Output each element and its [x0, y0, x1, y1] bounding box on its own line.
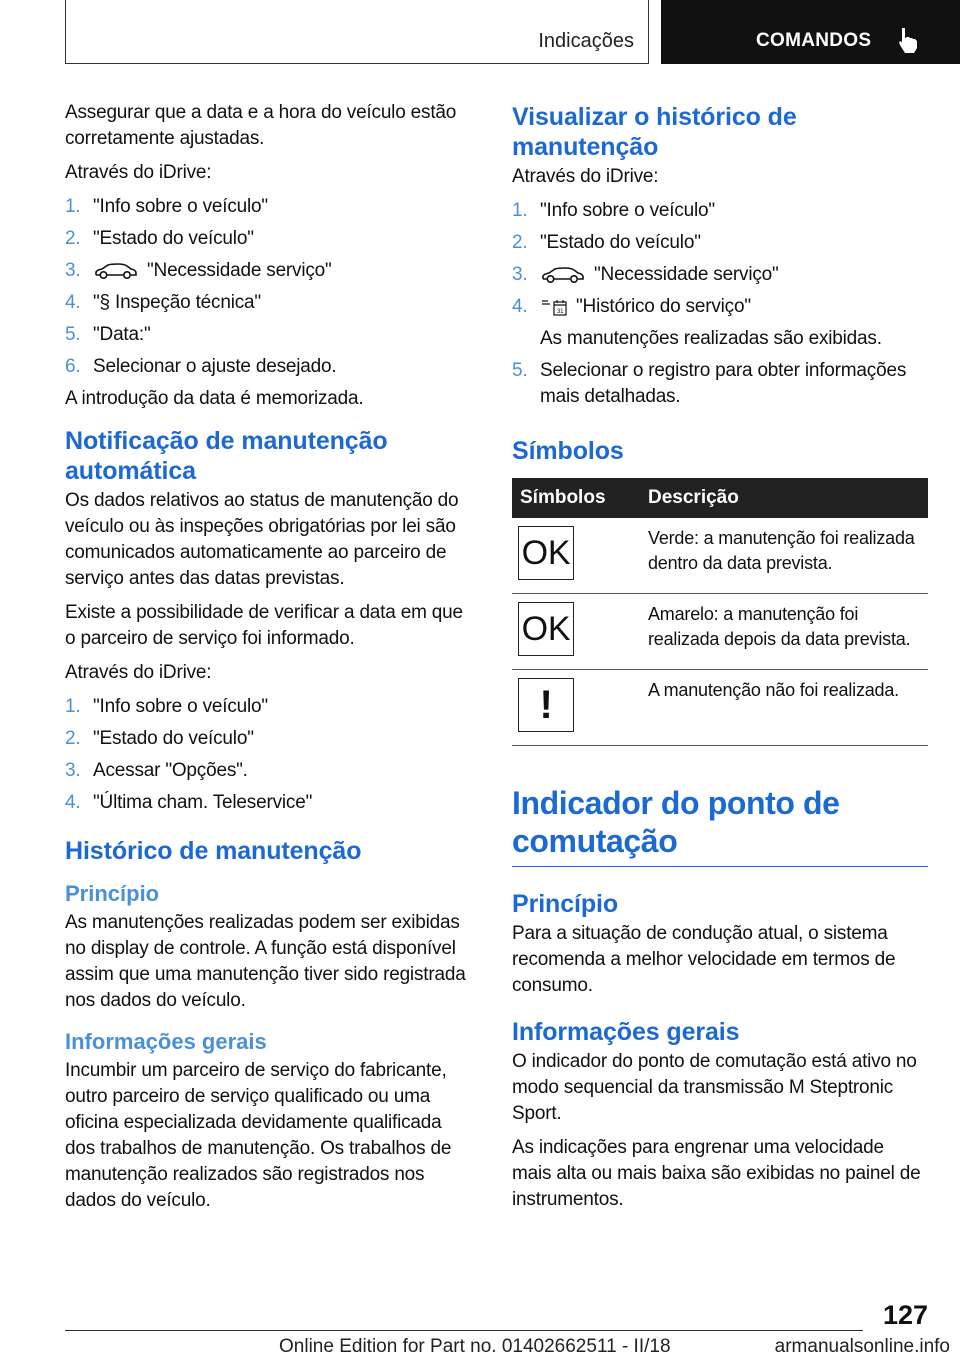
right-column — [512, 100, 928, 1221]
step-text: Acessar "Opções". — [93, 760, 248, 781]
list-item — [65, 758, 475, 784]
paragraph: Através do iDrive: — [65, 662, 212, 683]
step-text: "Estado do veículo" — [540, 232, 701, 253]
description-cell: A manutenção não foi realizada. — [640, 670, 928, 746]
paragraph: Para a situação de condução atual, o sistema recomenda a melhor velocidade em termos de consumo. — [512, 923, 896, 996]
hand-pointer-icon — [897, 26, 919, 54]
paragraph: A introdução da data é memorizada. — [65, 388, 364, 409]
description-cell: Amarelo: a manutenção foi realizada depois da data prevista. — [640, 594, 928, 670]
ok-yellow-icon: OK — [518, 602, 574, 656]
list-item — [512, 198, 928, 224]
step-number: 4. — [512, 296, 528, 317]
list-item — [512, 262, 928, 288]
symbol-cell — [512, 518, 640, 594]
step-text: Selecionar o ajuste desejado. — [93, 356, 337, 377]
step-text: "Última cham. Teleservice" — [93, 792, 313, 813]
step-text: Selecionar o registro para obter informações mais detalhadas. — [540, 360, 907, 407]
step-number: 4. — [65, 292, 81, 313]
header-section-label: Indicações — [538, 30, 634, 52]
list-item — [65, 790, 475, 816]
step-list — [65, 194, 475, 380]
subsection-heading: Princípio — [65, 881, 160, 906]
edition-text: Online Edition for Part no. 01402662511 - II/18 — [279, 1336, 671, 1357]
chapter-heading: Indicador do ponto de comutação — [512, 784, 928, 867]
list-item — [65, 322, 475, 348]
step-text: "Necessidade serviço" — [147, 260, 332, 281]
section-heading: Símbolos — [512, 437, 624, 465]
section-heading: Princípio — [512, 890, 619, 918]
description-cell: Verde: a manutenção foi realizada dentro da data prevista. — [640, 518, 928, 594]
step-number: 1. — [65, 196, 81, 217]
step-number: 2. — [65, 228, 81, 249]
step-number: 3. — [512, 264, 528, 285]
paragraph: As indicações para engrenar uma velocidade mais alta ou mais baixa são exibidas no painel de instrumentos. — [512, 1137, 921, 1210]
exclamation-icon: ! — [518, 678, 574, 732]
step-text: "Estado do veículo" — [93, 228, 254, 249]
header-section-tab — [65, 0, 649, 64]
symbol-cell — [512, 594, 640, 670]
step-text: "Necessidade serviço" — [594, 264, 779, 285]
step-text: "Data:" — [93, 324, 151, 345]
step-number: 3. — [65, 260, 81, 281]
svg-text:31: 31 — [557, 308, 564, 315]
list-item — [65, 290, 475, 316]
step-number: 6. — [65, 356, 81, 377]
list-item — [65, 226, 475, 252]
symbols-table — [512, 478, 928, 746]
table-header-description: Descrição — [640, 478, 928, 518]
paragraph: O indicador do ponto de comutação está ativo no modo sequencial da transmissão M Steptronic Sport. — [512, 1051, 917, 1124]
step-list — [65, 694, 475, 816]
section-heading: Histórico de manutenção — [65, 837, 362, 865]
ok-green-icon: OK — [518, 526, 574, 580]
step-list — [512, 198, 928, 410]
step-number: 5. — [65, 324, 81, 345]
list-item — [65, 726, 475, 752]
step-number: 5. — [512, 360, 528, 381]
footer-divider — [65, 1330, 863, 1331]
step-number: 2. — [65, 728, 81, 749]
list-item — [65, 694, 475, 720]
paragraph: Incumbir um parceiro de serviço do fabricante, outro parceiro de serviço qualificado ou uma oficina especializada devidamente qualificada dos trabalhos de manutenção. Os trabalhos de manutenção realizados são registrados nos dados do veículo. — [65, 1060, 452, 1211]
step-text: "Info sobre o veículo" — [93, 696, 268, 717]
step-number: 1. — [65, 696, 81, 717]
step-number: 3. — [65, 760, 81, 781]
header-chapter-tab — [661, 0, 960, 64]
section-heading: Notificação de manutenção automática — [65, 427, 388, 485]
table-header-symbols: Símbolos — [512, 478, 640, 518]
page-number: 127 — [882, 1300, 928, 1330]
list-item — [512, 358, 928, 410]
step-text: "Estado do veículo" — [93, 728, 254, 749]
list-item — [512, 230, 928, 256]
list-item — [65, 194, 475, 220]
table-row — [512, 518, 928, 594]
watermark: armanualsonline.info — [774, 1336, 950, 1357]
table-row — [512, 594, 928, 670]
table-row — [512, 670, 928, 746]
section-heading: Visualizar o histórico de manutenção — [512, 103, 797, 161]
symbol-cell — [512, 670, 640, 746]
list-item — [65, 258, 475, 284]
subsection-heading: Informações gerais — [65, 1029, 267, 1054]
table-header-row — [512, 478, 928, 518]
step-text: "§ Inspeção técnica" — [93, 292, 261, 313]
step-subtext: As manutenções realizadas são exibidas. — [540, 328, 882, 349]
paragraph: Os dados relativos ao status de manutenção do veículo ou às inspeções obrigatórias por lei são comunicados automaticamente ao parceiro de serviço antes das datas previstas. — [65, 490, 459, 589]
step-text: "Histórico do serviço" — [576, 296, 751, 317]
list-item — [512, 294, 928, 352]
step-number: 1. — [512, 200, 528, 221]
paragraph: Existe a possibilidade de verificar a data em que o parceiro de serviço foi informado. — [65, 602, 463, 649]
step-number: 4. — [65, 792, 81, 813]
left-column — [65, 100, 475, 1222]
list-item — [65, 354, 475, 380]
car-service-icon — [540, 266, 586, 284]
header-chapter-label: COMANDOS — [756, 30, 872, 51]
paragraph: Através do iDrive: — [512, 166, 659, 187]
section-heading: Informações gerais — [512, 1018, 740, 1046]
step-text: "Info sobre o veículo" — [540, 200, 715, 221]
paragraph: Assegurar que a data e a hora do veículo estão corretamente ajustadas. — [65, 102, 457, 149]
paragraph: As manutenções realizadas podem ser exibidas no display de controle. A função está disponível assim que uma manutenção tiver sido registrada nos dados do veículo. — [65, 912, 466, 1011]
car-service-icon — [93, 262, 139, 280]
step-text: "Info sobre o veículo" — [93, 196, 268, 217]
step-number: 2. — [512, 232, 528, 253]
paragraph: Através do iDrive: — [65, 162, 212, 183]
service-history-icon — [540, 297, 570, 317]
